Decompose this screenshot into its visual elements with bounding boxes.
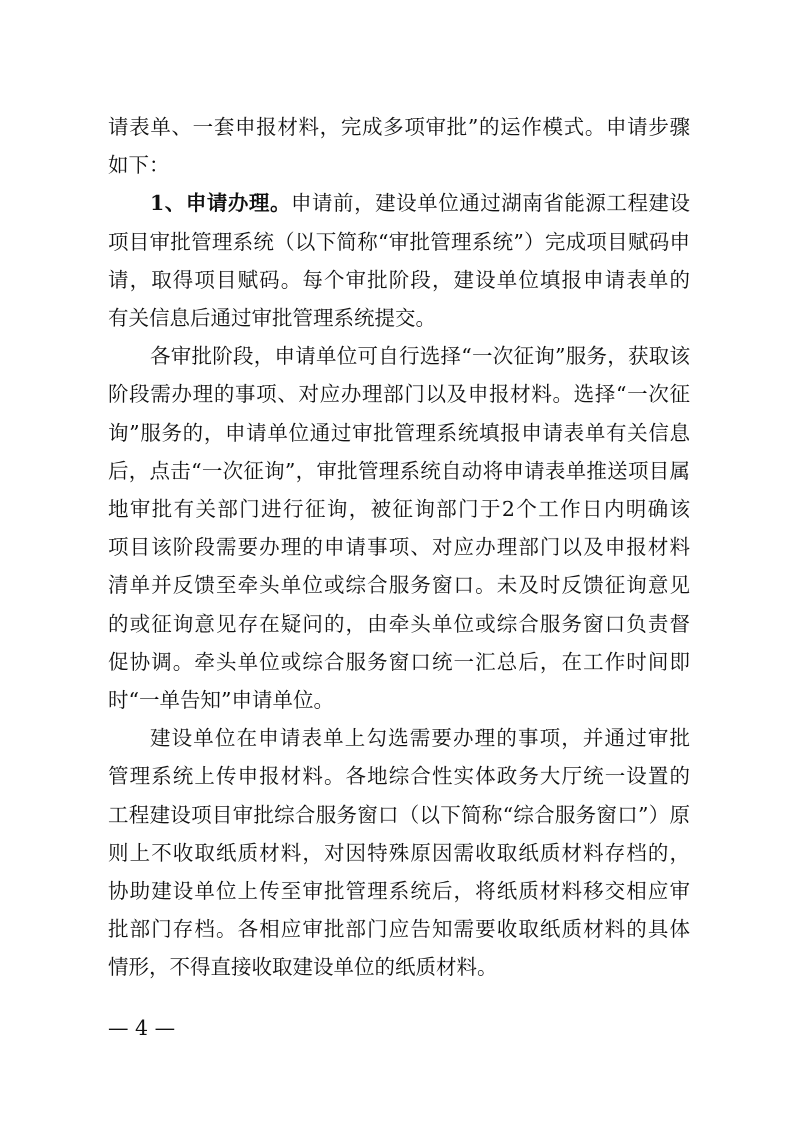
paragraph-line: 情形，不得直接收取建设单位的纸质材料。 xyxy=(108,955,498,979)
paragraph-line: 批部门存档。各相应审批部门应告知需要收取纸质材料的具体 xyxy=(108,917,690,941)
paragraph-line: 建设单位在申请表单上勾选需要办理的事项，并通过审批 xyxy=(150,726,690,750)
paragraph-line: 促协调。牵头单位或综合服务窗口统一汇总后，在工作时间即 xyxy=(108,650,690,674)
paragraph-line: 项目审批管理系统（以下简称“审批管理系统”）完成项目赋码申 xyxy=(108,230,690,254)
paragraph-line: 管理系统上传申报材料。各地综合性实体政务大厅统一设置的 xyxy=(108,764,690,788)
paragraph-line-text: 申请前，建设单位通过湖南省能源工程建设 xyxy=(290,191,691,215)
paragraph-line: 请表单、一套申报材料，完成多项审批”的运作模式。申请步骤 xyxy=(108,115,690,139)
paragraph-line: 各审批阶段，申请单位可自行选择“一次征询”服务，获取该 xyxy=(150,344,690,368)
paragraph-line: 阶段需办理的事项、对应办理部门以及申报材料。选择“一次征 xyxy=(108,382,690,406)
paragraph-line: 项目该阶段需要办理的申请事项、对应办理部门以及申报材料 xyxy=(108,535,690,559)
paragraph-line: 有关信息后通过审批管理系统提交。 xyxy=(108,306,436,330)
paragraph-line: 工程建设项目审批综合服务窗口（以下简称“综合服务窗口”）原 xyxy=(108,803,690,827)
step1-heading: 1、申请办理。 xyxy=(150,191,291,215)
paragraph-line: 时“一单告知”申请单位。 xyxy=(108,688,334,712)
paragraph-line: 如下： xyxy=(108,153,170,177)
paragraph-line: 后，点击“一次征询”，审批管理系统自动将申请表单推送项目属 xyxy=(108,459,690,483)
step1-first-line xyxy=(150,183,690,223)
page-number: — 4 — xyxy=(108,1016,176,1040)
paragraph-line: 请，取得项目赋码。每个审批阶段，建设单位填报申请表单的 xyxy=(108,268,690,292)
paragraph-line: 询”服务的，申请单位通过审批管理系统填报申请表单有关信息 xyxy=(108,421,690,445)
paragraph-line: 清单并反馈至牵头单位或综合服务窗口。未及时反馈征询意见 xyxy=(108,573,690,597)
paragraph-line: 则上不收取纸质材料，对因特殊原因需收取纸质材料存档的， xyxy=(108,841,690,865)
paragraph-line: 的或征询意见存在疑问的，由牵头单位或综合服务窗口负责督 xyxy=(108,612,690,636)
paragraph-line: 协助建设单位上传至审批管理系统后，将纸质材料移交相应审 xyxy=(108,879,690,903)
paragraph-line: 地审批有关部门进行征询，被征询部门于2个工作日内明确该 xyxy=(108,497,690,521)
